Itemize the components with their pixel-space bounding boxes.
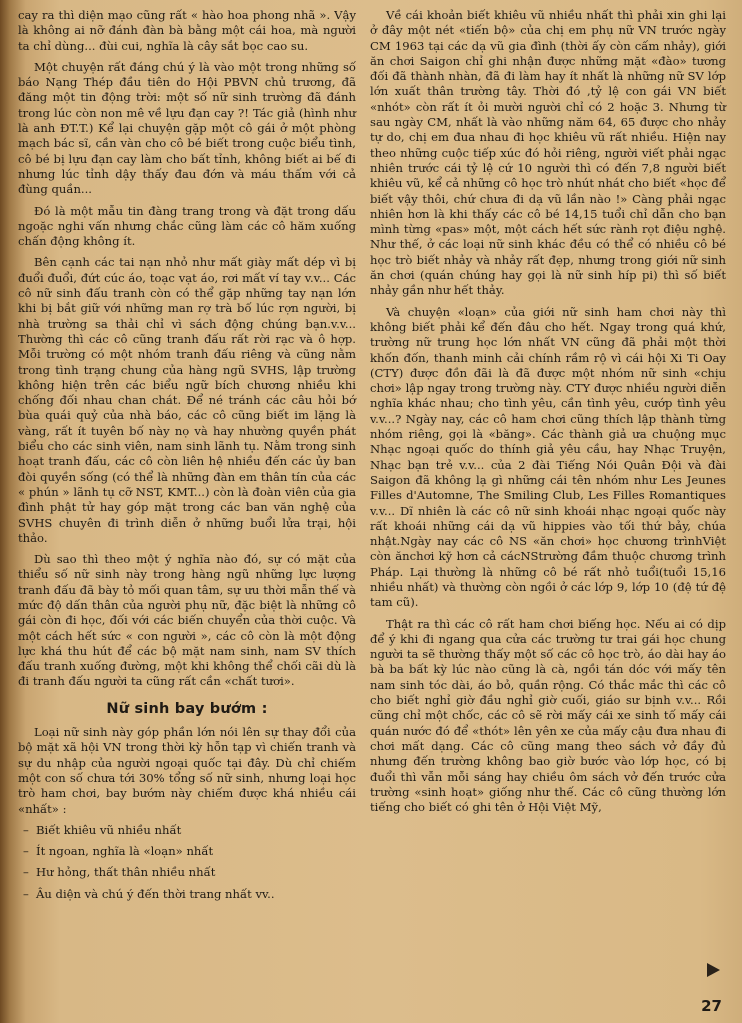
paragraph: Đó là một mẫu tin đàng trang trong và đặt trong dấu ngoặc nghi vấn nhưng chắc cũng làm các cô hăm xuống chấn động không ít. — [18, 203, 356, 249]
list-item: – Ít ngoan, nghĩa là «loạn» nhất — [36, 844, 356, 859]
list-item: – Âu diện và chú ý đến thời trang nhất vv.. — [36, 887, 356, 902]
left-column — [18, 8, 356, 908]
paragraph: Bên cạnh các tai nạn nhỏ như mất giày mất dép vì bị đuổi đuổi, đứt cúc áo, toạc vạt áo, rơi mất ví tay v.v... Các cô nữ sinh đấu tranh còn có thể gặp những tay nạn lớn khi bị bắt giữ với những man rợ trà bố lúc rợn người, bị nhà trường sa thải chỉ vì sách động chúng bạn.v.v... Thường thì các cô cũng tranh đấu rất rời rạc và ô hợp. Mỗi trường có một nhóm tranh đấu riêng và cũng nằm trong tình trạng chung của hàng ngũ SVHS, lập trường không hiện trên các biểu ngữ bích chương nhiều khi chống đối nhau chan chát. Để né tránh các câu hỏi bớ bùa quái quỷ của nhà báo, các cô cũng biết im lặng là vàng, rất ít tuyên bố này nọ và hay nhường quyền phát biểu cho các sinh viên, nam sinh lãnh tụ. Nằm trong sinh hoạt tranh đấu, các cô còn liên hệ nhiều đến các ủy ban đòi quyền sống (có thể là những đàn em thân tín của các « phún » lãnh tụ cỡ NST, KMT...) còn là đoàn viên của gia đình phật tử hay góp mặt trong các ban văn nghệ của SVHS chuyên đi trình diễn ở những buổi lửa trại, hội thảo. — [18, 255, 356, 545]
list-item: – Biết khiêu vũ nhiều nhất — [36, 823, 356, 838]
paragraph: Và chuyện «loạn» của giới nữ sinh ham chơi này thì không biết phải kể đến đâu cho hết. Ngay trong quá khứ, trường nữ trung học lớn nhất VN cũng đã phải một thời khốn đốn, thanh minh cải chính rầm rộ vì cái hội Xi Ti Oay (CTY) được đồn đãi là đã được một nhóm nữ sinh «chịu chơi» lập ngay trong trường này. CTY được nhiều người diễn nghĩa khác nhau; cho tình yêu, cần tình yêu, cướp tình yêu v.v...? Ngày nay, các cô ham chơi cũng thích lập thành từng nhóm riêng, gọi là «băng». Các thành giả ưa chuộng mục Nhạc ngoại quốc do thính giả yêu cầu, hay Nhạc Truyện, Nhạc bạn trẻ v.v... của 2 đài Tiếng Nói Quân Đội và đài Saigon đã không lạ gì những cái tên nhóm như Les Jeunes Filles d'Automne, The Smiling Club, Les Filles Romantiques v.v... Dĩ nhiên là các cô nữ sinh khoái nhạc ngoại quốc này rất khoái những cái dạ vũ hippies vào tối thứ bảy, chúa nhật.Ngày nay các cô NS «ăn chơi» học chương trìnhViệt còn ănchơi kỹ hơn cả cácNStrường đầm thuộc chương trình Pháp. Lại thường là những cô bé rất nhỏ tuổi(tuổi 15,16 nhiều nhất) và thường còn ngồi ở các lớp 9, lớp 10 (đệ tứ đệ tam cũ). — [370, 304, 726, 610]
paragraph: Thật ra thì các cô rất ham chơi biếng học. Nếu ai có dịp để ý khi đi ngang qua cửa các trường tư trai gái học chung người ta sẽ thường thấy một số các cô học trò, áo dài hay áo bà ba bất kỳ lúc nào cũng là cà, ngồi tán dóc với mấy tên nam sinh tóc dài, áo bỏ, quần rộng. Có thắc mắc thì các cô cho biết nghỉ giờ đầu nghỉ giờ cuối, giáo sư bịnh v.v... Rồi cũng chỉ một chốc, các cô sẽ rời mấy cái xe sinh tố mấy cái quán nước đó để «thót» lên yên xe của mấy cậu đưa nhau đi chơi mất dạng. Các cô cũng mang theo sách vở đầy đủ nhưng đến trường không bao giờ bước vào lớp học, có bị đuổi thì vẫn mỗi sáng hay chiều ôm sách vở đến trước cửa trường «sinh hoạt» giống như thế. Các cô cũng thường lớn tiếng cho biết có ghi tên ở Hội Việt Mỹ, — [370, 616, 726, 815]
page-number: 27 — [701, 997, 722, 1015]
paragraph: Loại nữ sinh này góp phần lớn nói lên sự thay đổi của bộ mặt xã hội VN trong thời kỳ hỗn tạp vì chiến tranh và sự du nhập của người ngoại quốc tại đây. Dù chỉ chiếm một con số chưa tới 30% tổng số nữ sinh, nhưng loại học trò ham chơi, bay bướm này chiếm được khá nhiều cái «nhất» : — [18, 725, 356, 816]
paragraph: cay ra thì diện mạo cũng rất « hào hoa phong nhã ». Vậy là không ai nỡ đánh đàn bà bằng một cái hoa, mà người ta chỉ dùng... đùi cui, nghĩa là cây sắt bọc cao su. — [18, 8, 356, 53]
list-item: – Hư hỏng, thất thân nhiều nhất — [36, 865, 356, 880]
section-heading: Nữ sinh bay bướm : — [106, 700, 268, 717]
paragraph: Một chuyện rất đáng chú ý là vào một trong những số báo Nạng Thép đầu tiên do Hội PBVN chủ trương, đã đăng một tin động trời: một số nữ sinh trường đã đánh trong lúc còn non mê về lựu đạn cay ?! Tác giả (hình như là anh ĐT.T.) Kể lại chuyện gặp một cô gái ở một phòng mạch bác sĩ, cần vàn cho cô bé biết trong cuộc biểu tình, cô bé bị lựu đạn cay làm cho bất tỉnh, không biết ai bế đi nhưng lúc tỉnh dậy thấy đau đớn và máu thấm với cả đùng quần... — [18, 59, 356, 197]
right-column — [370, 8, 726, 821]
paragraph: Về cái khoản biết khiêu vũ nhiều nhất thì phải xin ghi lại ở đây một nét «tiến bộ» của chị em phụ nữ VN trước ngày CM 1963 tại các dạ vũ gia đình (thời ấy còn cấm nhảy), giới ăn chơi Saigon chỉ ghi nhận được những mặt «đào» tương đối đã thành nhàn, đã đi làm hay ít nhất là những nữ SV lớp lớn xuất thân trường tây. Thời đó ,tỷ lệ con gái VN biết «nhót» còn rất ít ỏi mười người chỉ có 2 hoặc 3. Nhưng từ sau ngày CM, nhất là vào những năm 64, 65 được cho nhảy tự do, chị em đua nhau đi học khiêu vũ rất nhiều. Hiện nay theo những cuộc tiếp xúc đó hỏi riêng, người viết phải ngạc nhiên trước cái tỷ lệ cứ 10 người thì có đến 7,8 người biết khiêu vũ, kể cả những cô học trò nhút nhát cho biết «học để biết vậy thôi, chứ chưa đi dạ vũ lần nào !» Càng phải ngạc nhiên hơn là khi thấy các cô bé 14,15 tuổi chỉ dẫn cho bạn mình từng «pas» một, một cách hết sức rành rọt điệu nghệ. Như thế, ở các loại nữ sinh khác đều có thể có nhiều cô bé học trò biết nhảy và nhảy rất đẹp, nhưng trong giới nữ sinh ăn chơi (quán chúng hay gọi là nữ sinh híp pi) thì số biết nhảy gần như hết thảy. — [370, 8, 726, 298]
bullet-list — [18, 823, 356, 902]
continue-arrow-icon — [707, 963, 720, 977]
paragraph: Dù sao thì theo một ý nghĩa nào đó, sự có mặt của thiểu số nữ sinh này trong hàng ngũ những lực lượng tranh đấu đã bày tỏ mối quan tâm, sự ưu thời mẫn thế và mức độ dấn thân của người phụ nữ, đặc biệt là những cô gái còn đi học, đối với các biến chuyển của thời cuộc. Và một cách hết sức « con người », các cô còn là một động lực khá thu hút để các bộ mặt nam sinh, nam SV thích đấu tranh xuống đường, một khi không thể chối cãi dù là đi tranh đấu người ta cũng rất cần «chất tươi». — [18, 552, 356, 689]
